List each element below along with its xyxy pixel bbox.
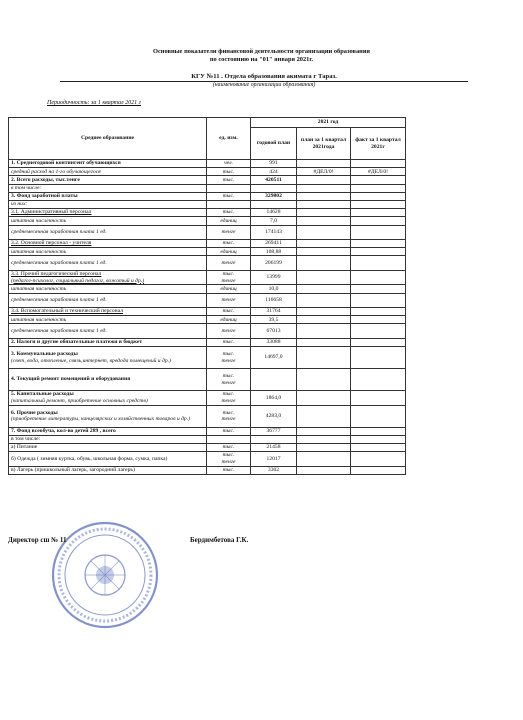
- row-plan-q1: [297, 256, 351, 271]
- row-unit: тенге: [207, 324, 251, 339]
- row-plan-q1: [297, 184, 351, 192]
- row-name: средний расход на 1-го обучающегося: [9, 168, 207, 176]
- table-row: [9, 391, 406, 406]
- row-name: б) Одежда ( зимняя куртка, обувь, школьная форма, сумка, папка): [9, 452, 207, 467]
- row-plan-q1: [297, 225, 351, 240]
- table-row: [9, 435, 406, 443]
- table-row: [9, 270, 406, 285]
- row-fact-q1: [351, 444, 406, 452]
- row-annual-plan: 420511: [251, 176, 297, 184]
- row-unit: единиц: [207, 217, 251, 225]
- report-title-line1: Основные показатели финансовой деятельности организации образования: [153, 48, 370, 55]
- row-plan-q1: [297, 347, 351, 369]
- table-row: [9, 225, 406, 240]
- row-unit: [207, 200, 251, 208]
- table-row: [9, 347, 406, 369]
- row-annual-plan: 269411: [251, 240, 297, 248]
- row-fact-q1: [351, 184, 406, 192]
- table-row: [9, 444, 406, 452]
- row-plan-q1: [297, 248, 351, 256]
- row-unit: тыс.: [207, 209, 251, 217]
- row-fact-q1: [351, 427, 406, 435]
- row-plan-q1: #ДЕЛ/0!: [297, 168, 351, 176]
- table-row: [9, 176, 406, 184]
- row-fact-q1: [351, 324, 406, 339]
- row-fact-q1: [351, 308, 406, 316]
- row-name: 3.3. Прочий педагогический персонал (педагог-психолог, социальный педагог, вожатый и др.): [9, 270, 207, 285]
- table-row: [9, 308, 406, 316]
- row-plan-q1: [297, 308, 351, 316]
- row-annual-plan: 67013: [251, 324, 297, 339]
- row-plan-q1: [297, 452, 351, 467]
- row-annual-plan: 12017: [251, 452, 297, 467]
- row-fact-q1: [351, 240, 406, 248]
- row-name: штатная численность: [9, 217, 207, 225]
- row-name: 7. Фонд всеобуча, кол-во детей 289 , всего: [9, 427, 207, 435]
- row-fact-q1: [351, 200, 406, 208]
- row-annual-plan: 13999: [251, 270, 297, 285]
- row-fact-q1: [351, 160, 406, 168]
- row-annual-plan: 4283,0: [251, 405, 297, 427]
- row-name: 6. Прочие расходы (приобретение литературы, канцелярских и хозяйственных товаров и др.): [9, 405, 207, 427]
- row-unit: тыс.: [207, 192, 251, 200]
- row-fact-q1: [351, 176, 406, 184]
- row-fact-q1: [351, 270, 406, 285]
- table-row: [9, 160, 406, 168]
- row-unit: тыс.: [207, 168, 251, 176]
- row-plan-q1: [297, 444, 351, 452]
- row-annual-plan: 31764: [251, 308, 297, 316]
- row-name: из них:: [9, 200, 207, 208]
- row-plan-q1: [297, 240, 351, 248]
- row-name: 3. Фонд заработной платы: [9, 192, 207, 200]
- row-name: 5. Капитальные расходы (капитальный ремонт, приобретение основных средств): [9, 391, 207, 406]
- row-name: 3.1. Административный персонал: [9, 209, 207, 217]
- row-unit: тыс. тенге: [207, 452, 251, 467]
- table-row: [9, 168, 406, 176]
- table-row: [9, 452, 406, 467]
- row-unit: тенге: [207, 293, 251, 308]
- row-plan-q1: [297, 324, 351, 339]
- header-plan-q1: план за 1 квартал 2021года: [297, 128, 351, 160]
- row-annual-plan: 21458: [251, 444, 297, 452]
- row-annual-plan: 1864,0: [251, 391, 297, 406]
- row-annual-plan: 991: [251, 160, 297, 168]
- row-annual-plan: 14697,0: [251, 347, 297, 369]
- organization-name: КГУ №11 . Отдела образования акимата г Тараз.: [60, 73, 468, 82]
- row-plan-q1: [297, 200, 351, 208]
- table-row: [9, 405, 406, 427]
- row-plan-q1: [297, 391, 351, 406]
- row-unit: тыс.: [207, 444, 251, 452]
- row-name: 3.4. Вспомогательный и технический персонал: [9, 308, 207, 316]
- table-row: [9, 209, 406, 217]
- row-fact-q1: #ДЕЛ/0!: [351, 168, 406, 176]
- row-name: 3.2. Основной персонал - учителя: [9, 240, 207, 248]
- row-annual-plan: 33088: [251, 338, 297, 346]
- header-fact-q1: факт за 1 квартал 2021г: [351, 128, 406, 160]
- row-fact-q1: [351, 391, 406, 406]
- row-fact-q1: [351, 192, 406, 200]
- row-plan-q1: [297, 176, 351, 184]
- row-name: 1. Среднегодовой контингент обучающихся: [9, 160, 207, 168]
- header-annual-plan: годовой план: [251, 128, 297, 160]
- row-plan-q1: [297, 316, 351, 324]
- row-plan-q1: [297, 285, 351, 293]
- row-fact-q1: [351, 466, 406, 474]
- row-name: в том числе:: [9, 184, 207, 192]
- row-fact-q1: [351, 338, 406, 346]
- row-plan-q1: [297, 217, 351, 225]
- row-annual-plan: [251, 369, 297, 391]
- table-row: [9, 316, 406, 324]
- row-plan-q1: [297, 369, 351, 391]
- row-plan-q1: [297, 435, 351, 443]
- row-name: штатная численность: [9, 285, 207, 293]
- report-title-line2: по состоянию на "01" января 2021г.: [209, 56, 314, 63]
- row-fact-q1: [351, 285, 406, 293]
- row-plan-q1: [297, 427, 351, 435]
- row-plan-q1: [297, 466, 351, 474]
- row-fact-q1: [351, 248, 406, 256]
- row-plan-q1: [297, 160, 351, 168]
- table-row: [9, 184, 406, 192]
- row-unit: тыс. тенге: [207, 369, 251, 391]
- row-fact-q1: [351, 217, 406, 225]
- row-name: в том числе:: [9, 435, 207, 443]
- row-plan-q1: [297, 192, 351, 200]
- table-row: [9, 324, 406, 339]
- row-plan-q1: [297, 209, 351, 217]
- table-row: [9, 217, 406, 225]
- row-name: среднемесячная заработная плата 1 ед.: [9, 293, 207, 308]
- row-annual-plan: 39,5: [251, 316, 297, 324]
- row-unit: тыс. тенге: [207, 405, 251, 427]
- row-name: штатная численность: [9, 316, 207, 324]
- row-name: 2. Всего расходы, тыс.тенге: [9, 176, 207, 184]
- row-unit: [207, 435, 251, 443]
- row-unit: единиц: [207, 248, 251, 256]
- row-annual-plan: 206199: [251, 256, 297, 271]
- row-fact-q1: [351, 316, 406, 324]
- row-name: 3. Коммунальные расходы (свет, вода, отопление, связь,интернет, вредода помещений и др.): [9, 347, 207, 369]
- row-name: среднемесячная заработная плата 1 ед.: [9, 324, 207, 339]
- row-unit: тенге: [207, 256, 251, 271]
- row-fact-q1: [351, 435, 406, 443]
- row-plan-q1: [297, 338, 351, 346]
- row-name: штатная численность: [9, 248, 207, 256]
- director-signature-label: Директор сш № 11: [8, 536, 67, 544]
- row-unit: тыс.: [207, 466, 251, 474]
- row-unit: тыс.: [207, 176, 251, 184]
- row-annual-plan: [251, 184, 297, 192]
- row-name: среднемесячная заработная плата 1 ед.: [9, 256, 207, 271]
- row-annual-plan: 424: [251, 168, 297, 176]
- row-plan-q1: [297, 405, 351, 427]
- row-annual-plan: 108,88: [251, 248, 297, 256]
- row-annual-plan: 3302: [251, 466, 297, 474]
- row-annual-plan: [251, 435, 297, 443]
- row-name: 2. Налоги и другие обязательные платежи в бюджет: [9, 338, 207, 346]
- row-annual-plan: [251, 200, 297, 208]
- row-fact-q1: [351, 209, 406, 217]
- row-name: 4. Текущий ремонт помещений и оборудования: [9, 369, 207, 391]
- row-annual-plan: 36777: [251, 427, 297, 435]
- row-unit: единиц: [207, 285, 251, 293]
- row-annual-plan: 10,0: [251, 285, 297, 293]
- director-name: Бердимбетова Г.К.: [190, 536, 249, 544]
- table-row: [9, 240, 406, 248]
- row-name: а) Питание: [9, 444, 207, 452]
- table-row: [9, 285, 406, 293]
- row-fact-q1: [351, 225, 406, 240]
- header-unit: ед. изм.: [207, 118, 251, 160]
- table-row: [9, 466, 406, 474]
- row-unit: единиц: [207, 316, 251, 324]
- row-annual-plan: 329802: [251, 192, 297, 200]
- row-name: в) Лагерь (пришкольный лагерь, загородний лагерь): [9, 466, 207, 474]
- row-fact-q1: [351, 256, 406, 271]
- header-year: 2021 год: [251, 118, 406, 128]
- row-fact-q1: [351, 347, 406, 369]
- table-row: [9, 338, 406, 346]
- row-annual-plan: 174143: [251, 225, 297, 240]
- row-unit: тыс. тенге: [207, 347, 251, 369]
- row-name: среднемесячная заработная плата 1 ед.: [9, 225, 207, 240]
- financial-table: [8, 117, 406, 475]
- row-unit: тыс.: [207, 308, 251, 316]
- row-unit: тенге: [207, 225, 251, 240]
- table-row: [9, 200, 406, 208]
- row-annual-plan: 14628: [251, 209, 297, 217]
- table-row: [9, 369, 406, 391]
- row-unit: тыс.: [207, 240, 251, 248]
- row-unit: чел.: [207, 160, 251, 168]
- table-row: [9, 192, 406, 200]
- table-row: [9, 248, 406, 256]
- row-unit: тыс.: [207, 427, 251, 435]
- row-fact-q1: [351, 452, 406, 467]
- row-unit: тыс. тенге: [207, 270, 251, 285]
- row-unit: [207, 184, 251, 192]
- header-name: Среднее образование: [9, 118, 207, 160]
- table-row: [9, 427, 406, 435]
- row-fact-q1: [351, 405, 406, 427]
- table-row: [9, 256, 406, 271]
- periodicity-label: Периодичность: за 1 квартал 2021 г: [47, 100, 142, 106]
- row-annual-plan: 116658: [251, 293, 297, 308]
- row-fact-q1: [351, 293, 406, 308]
- organization-caption: (наименование организации образования): [212, 82, 316, 88]
- row-plan-q1: [297, 293, 351, 308]
- row-unit: тыс. тенге: [207, 391, 251, 406]
- row-plan-q1: [297, 270, 351, 285]
- row-fact-q1: [351, 369, 406, 391]
- table-row: [9, 293, 406, 308]
- row-annual-plan: 7,0: [251, 217, 297, 225]
- row-unit: тыс.: [207, 338, 251, 346]
